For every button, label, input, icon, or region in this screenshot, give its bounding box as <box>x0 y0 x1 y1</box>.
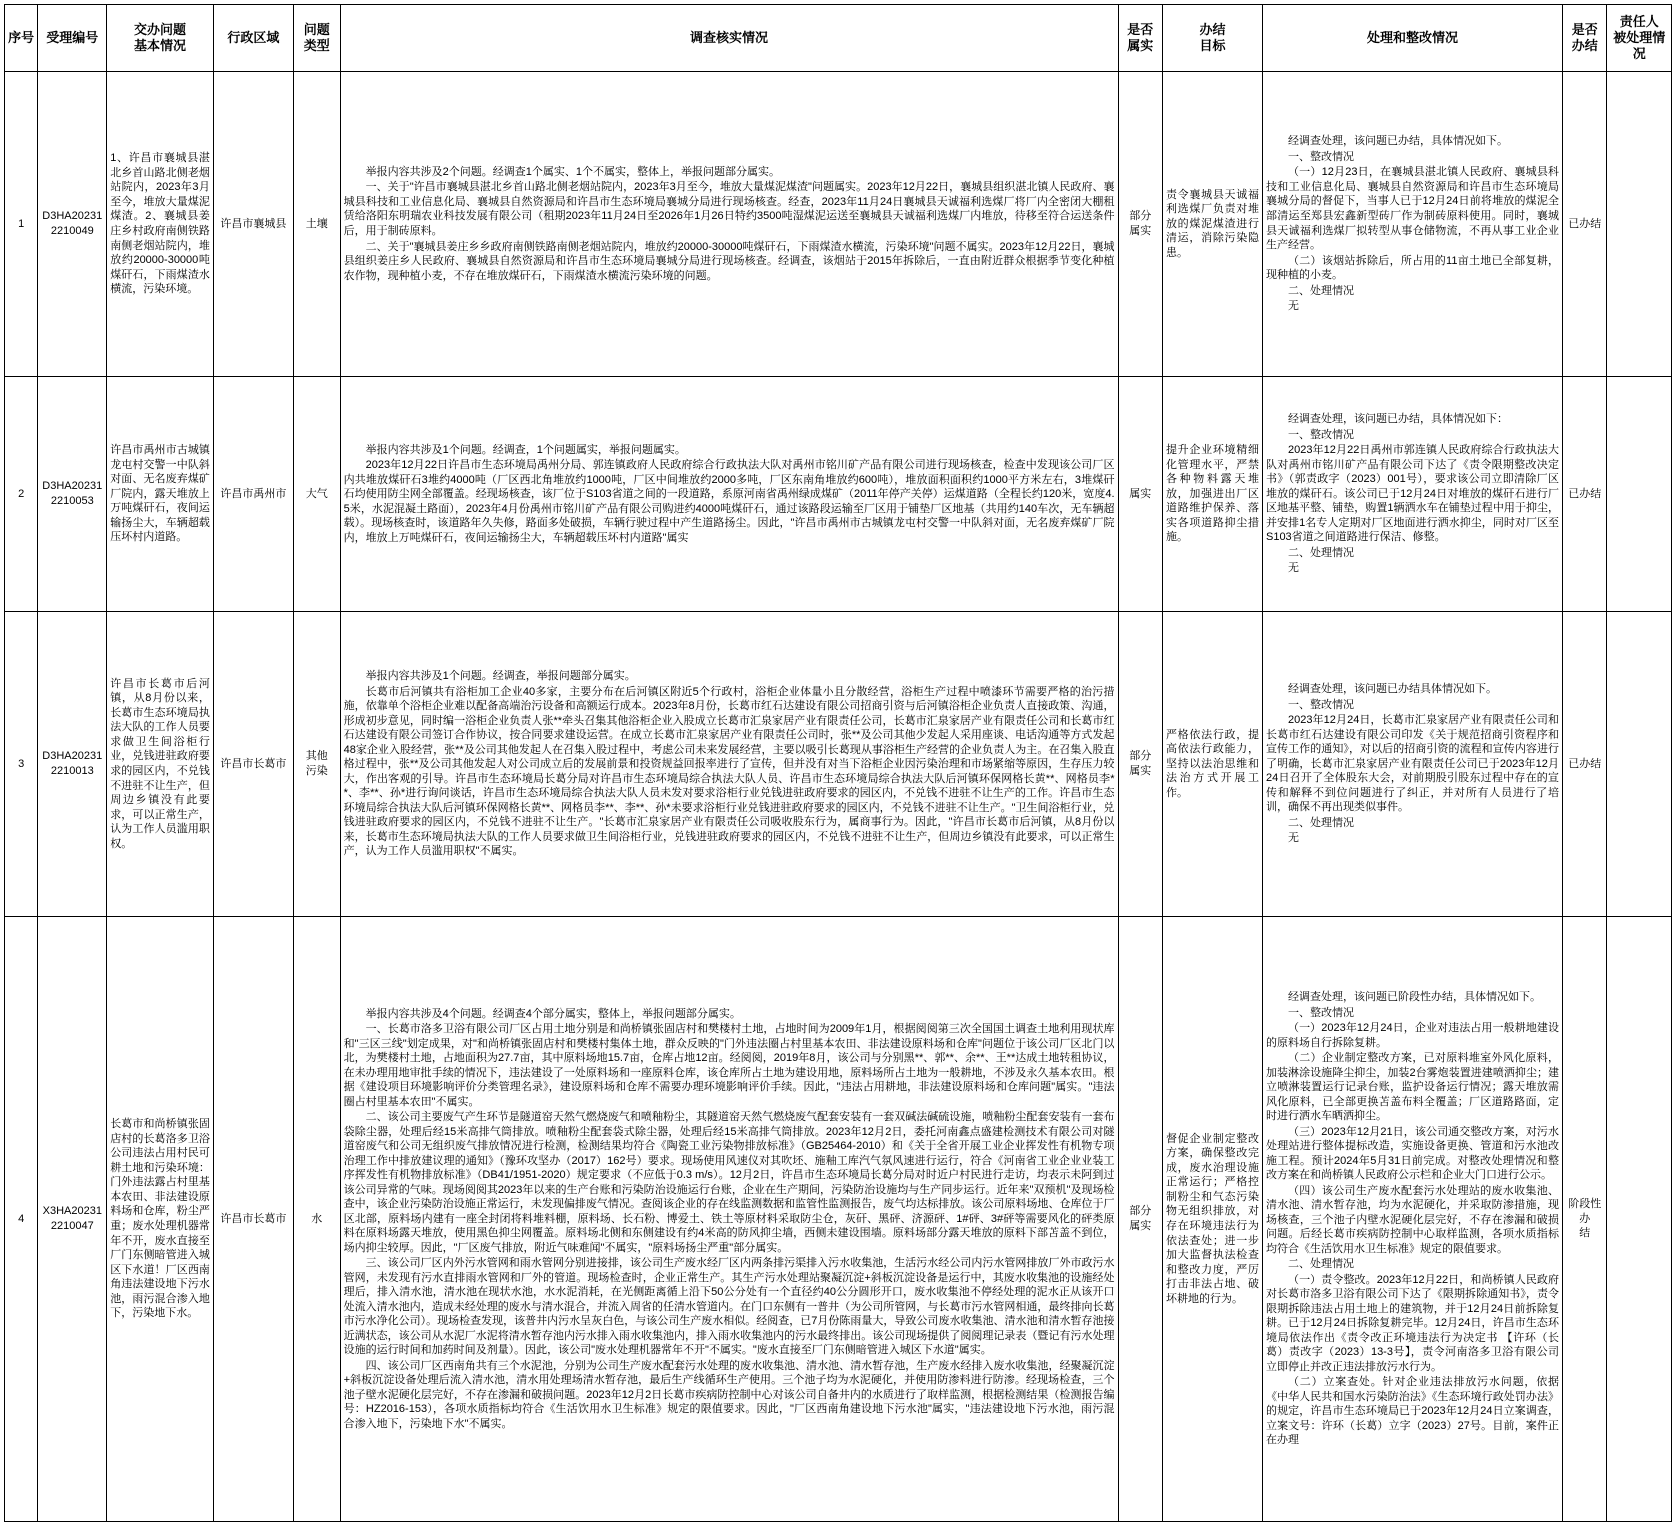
handling-para: （二）该烟站拆除后，所占用的11亩土地已全部复耕，现种植的小麦。 <box>1265 254 1560 282</box>
is-done-line-1: 阶段性办 <box>1568 1198 1602 1225</box>
cell-investigation <box>340 612 1118 917</box>
cell-responsible <box>1607 377 1672 612</box>
column-header-type: 问题 类型 <box>293 5 340 72</box>
table-row <box>5 377 1672 612</box>
investigation-para: 二、关于"襄城县姜庄乡乡政府南侧铁路南侧老烟站院内，堆放约20000-30000吨煤矸石，下雨煤渣水横流，污染环境"问题不属实。2023年12月22日，襄城县组织姜庄乡人民政府、襄城县自然资源局和许昌市生态环境局襄城分局进行现场核查。经调查，该烟站于2015年拆除后，一直由附近群众根据季节变化种植农作物，现种植小麦，不存在堆放煤矸石，下雨煤渣水横流污染环境的问题。 <box>343 240 1115 282</box>
cell-code <box>38 72 107 377</box>
is-true-line-2: 属实 <box>1129 1220 1152 1232</box>
investigation-para: 长葛市后河镇共有浴柜加工企业40多家，主要分布在后河镇区附近5个行政村，浴柜企业体量小且分散经营，浴柜生产过程中喷漆环节需要严格的治污措施，依靠单个浴柜企业难以配备高端治污设备和高额运行成本。2023年8月份，长葛市红石达建设有限公司招商引资与后河镇浴柜企业负责人直接政策、沟通，形成初步意见，同时编一浴柜企业负责人张**牵头召集其他浴柜企业入股成立长葛市汇泉家居产业有限责任公司，长葛市汇泉家居产业有限责任公司和长葛市红石达建设有限公司签订合作协议，按合同要求建设运营。在成立长葛市汇泉家居产业有限责任公司时，张**及公司其他少发起人采用座谈、电话沟通等方式发起48家企业入股经营，张**及公司其他发起人在召集入股过程中，考虑公司未来发展经营，主要以吸引长葛现从事浴柜生产经营的企业负责人为主。在召集入股直格过程中，张**及公司其他发起人对公司成立后的发展前景和投资规益回报率进行了宣传，但并没有对当下浴柜企业因污染治理和市场紧缩等原因，生存压力较大，作出客观的引导。许昌市生态环境局长葛分局对许昌市生态环境局综合执法大队人员、许昌市生态环境局综合执法大队后河镇环保网格长黄**、网格员李**、李**、孙*进行询问谈话，许昌市生态环境局综合执法大队人员未发对要求浴柜行业兑钱进驻政府要求的园区内，不兑钱不进驻不让生产的工作。许昌市生态环境局综合执法大队后河镇环保网格长黄**、网格员李**、李**、孙*未要求浴柜行业兑钱进驻政府要求的园区内，不兑钱不进驻不让生产。"卫生间浴柜行业，兑钱进驻政府要求的园区内，不兑钱不进驻不让生产。"长葛市汇泉家居产业有限责任公司吸收股东行为，属商事行为。因此，"许昌市长葛市后河镇，从8月份以来，长葛市生态环境局执法大队的工作人员要求做卫生间浴柜行业，兑钱进驻政府要求的园区内，不兑钱不进驻不让生产，但周边乡镇没有此要求，可以正常生产，认为工作人员滥用职权"不属实。 <box>343 685 1115 858</box>
investigation-para: 一、长葛市洛多卫浴有限公司厂区占用土地分别是和尚桥镇张固店村和樊楼村土地，占地时间为2009年1月，根据阅阅第三次全国国土调查土地利用现状库和"三区三线"划定成果，对"和尚桥镇张固店村和樊楼村集体土地，群众反映的"门外违法圈占村里基本农田、非法建设原料场和仓库"问题位于该公司厂区北门以北，为樊楼村土地，占地面积为27.7亩，其中原料场地15.7亩，仓库占地12亩。经阅阅，2019年8月，该公司与分别黑**、郭**、余**、王**达成土地转租协议，在未办理用地审批手续的情况下，违法建设了一处原料场和一座原料仓库，该仓库所占土地为建设用地，原料场所占土地为一般耕地，不涉及永久基本农田。根据《建设项目环境影响评价分类管理名录》，建设原料场和仓库不需要办理环境影响评价手续。因此，"违法占用耕地，非法建设原料场和仓库问题"属实。"违法圈占村里基本农田"不属实。 <box>343 1023 1115 1108</box>
cell-seq: 1 <box>5 72 38 377</box>
column-header-region: 行政区域 <box>213 5 293 72</box>
cell-region: 许昌市长葛市 <box>213 612 293 917</box>
cell-seq: 4 <box>5 917 38 1522</box>
handling-para: 一、整改情况 <box>1287 150 1354 163</box>
cell-handling <box>1262 377 1562 612</box>
inspection-report-table <box>4 4 1672 1522</box>
investigation-para: 举报内容共涉及4个问题。经调查4个部分属实，整体上，举报问题部分属实。 <box>365 1007 741 1020</box>
investigation-para: 举报内容共涉及1个问题。经调查，1个问题属实，举报问题属实。 <box>365 443 686 456</box>
handling-para: 经调查处理，该问题已办结具体情况如下。 <box>1287 683 1497 696</box>
is-done-line-2: 结 <box>1579 1227 1591 1240</box>
code-line-2: 2210047 <box>50 1220 94 1232</box>
code-line-2: 2210049 <box>50 225 94 237</box>
handling-para: （一）12月23日，在襄城县湛北镇人民政府、襄城县科技和工业信息化局、襄城县自然资源局和许昌市生态环境局襄城分局的督促下，当事人已于12月24日前将堆放的煤泥全部清运至郑县宏鑫新型砖厂作为制砖原料使用。同时，襄城县天诚福利选煤厂拟转型从事仓储物流，不再从事工业企业生产经营。 <box>1265 166 1560 252</box>
cell-goal: 严格依法行政，提高依法行政能力，坚持以法治思维和法治方式开展工作。 <box>1162 612 1262 917</box>
cell-is-true: 属实 <box>1118 377 1162 612</box>
cell-investigation <box>340 917 1118 1522</box>
is-true-line-1: 部分 <box>1129 210 1152 223</box>
column-header-code: 受理编号 <box>38 5 107 72</box>
handling-para: 经调查处理，该问题已办结，具体情况如下。 <box>1287 135 1508 148</box>
handling-para: （二）立案查处。针对企业违法排放污水问题，依据《中华人民共和国水污染防治法》《生态环境行政处罚办法》的规定，许昌市生态环境局已于2023年12月24日立案调查，立案文号：许环（长葛）立字（2023）27号。目前，案件正在办理 <box>1265 1376 1560 1447</box>
table-row <box>5 612 1672 917</box>
column-header-is-true: 是否 属实 <box>1118 5 1162 72</box>
handling-para: 2023年12月24日，长葛市汇泉家居产业有限责任公司和长葛市红石达建设有限公司印发《关于规范招商引资程序和宣传工作的通知》，对以后的招商引资的流程和宣传内容进行了明确，长葛市汇泉家居产业有限责任公司已于2023年12月24日召开了全体股东大会，对前期股引股东过程中存在的宣传和解释不到位问题进行了纠正，并对所有人员进行了培训，确保不再出现类似事件。 <box>1265 714 1560 814</box>
cell-code <box>38 612 107 917</box>
investigation-para: 一、关于"许昌市襄城县湛北乡首山路北侧老烟站院内，2023年3月至今，堆放大量煤泥煤渣"问题属实。2023年12月22日，襄城县组织湛北镇人民政府、襄城县科技和工业信息化局、襄城县自然资源局和许昌市生态环境局襄城分局进行现场核查。经查，2023年11月24日襄城县天诚福利选煤厂将厂内全密闭大棚租赁给洛阳东明瑞农业科技发展有限公司（租期2023年11月24日至2026年1月26日特约3500吨湿煤泥运送至襄城县天诚福利选煤厂内堆放，待移至符合运送条件后，用于制砖原料。 <box>343 181 1115 237</box>
handling-para: （一）2023年12月24日，企业对违法占用一般耕地建设的原料场自行拆除复耕。 <box>1265 1022 1560 1049</box>
column-header-is-done: 是否 办结 <box>1563 5 1607 72</box>
code-line-2: 2210053 <box>50 495 94 507</box>
investigation-para: 举报内容共涉及1个问题。经调查，举报问题部分属实。 <box>365 670 636 683</box>
column-header-investigation: 调查核实情况 <box>340 5 1118 72</box>
handling-para: 经调查处理，该问题已办结，具体情况如下： <box>1287 413 1508 426</box>
is-true-line-1: 部分 <box>1129 750 1152 763</box>
handling-para: 无 <box>1287 300 1299 313</box>
cell-basic-situation: 许昌市禹州市古城镇龙屯村交警一中队斜对面、无名废弃煤矿厂院内，露天堆放上万吨煤矸石，夜间运输扬尘大，车辆超载压坏村内道路。 <box>107 377 214 612</box>
cell-investigation <box>340 377 1118 612</box>
handling-para: （二）企业制定整改方案，已对原料堆室外风化原料，加装淋涂设施降尘抑尘，加装2台雾炮装置进建喷洒抑尘；建立喷淋装置运行记录台账，监护设备运行情况；露天堆放需风化原料，已全部更换苫盖布料全覆盖；厂区道路路面，定时进行洒水车晒洒抑尘。 <box>1265 1052 1560 1123</box>
investigation-para: 四、该公司厂区西南角共有三个水泥池，分别为公司生产废水配套污水处理的废水收集池、清水池、清水暂存池，生产废水经排入废水收集池，经聚凝沉淀+斜板沉淀设备处理后流入清水池，清水用处理场清水暂存池，最后生产线循环生产使用。三个池子均为水泥硬化，并使用防渗料进行防渗。经现场检查，三个池子壁水泥硬化层完好，不存在渗漏和破损问题。2023年12月2日长葛市疾病防控制中心对该公司自备井内的水质进行了取样监测，根据检测结果（检测报告编号：HZ2016-153），各项水质指标均符合《生活饮用水卫生标准》规定的限值要求。因此，"厂区西南角建设地下污水池"属实，"违法建设地下污水池，雨污混合渗入地下，污染地下水"不属实。 <box>343 1359 1115 1430</box>
is-true-line-2: 属实 <box>1129 765 1152 777</box>
column-header-goal: 办结 目标 <box>1162 5 1262 72</box>
cell-seq: 3 <box>5 612 38 917</box>
cell-seq: 2 <box>5 377 38 612</box>
cell-is-true <box>1118 72 1162 377</box>
handling-para: （三）2023年12月21日，该公司通交整改方案，对污水处理站进行整体提标改造，实施设备更换、管道和污水池改施工程。预计2024年5月31日前完成。对整改处理情况和整改方案在和尚桥镇人民政府公示栏和企业大门口进行公示。 <box>1265 1125 1560 1182</box>
cell-basic-situation: 1、许昌市襄城县湛北乡首山路北侧老烟站院内，2023年3月至今，堆放大量煤泥煤渣。2、襄城县姜庄乡村政府南侧铁路南侧老烟站院内，堆放约20000-30000吨煤矸石，下雨煤渣水横流，污染环境。 <box>107 72 214 377</box>
investigation-para: 二、该公司主要废气产生环节是隧道窑天然气燃烧废气和喷釉粉尘，其隧道窑天然气燃烧废气配套安装有一套双碱法碱硫设施，喷釉粉尘配套安装有一套布袋除尘器，处理后经15米高排气筒排放。喷釉粉尘配套袋式除尘器，处理后经15米高排气筒排放。2023年12月2日，委托河南鑫点盛建检测技术有限公司对隧道窑废气和公司无组织废气排放情况进行检测，检测结果均符合《陶瓷工业污染物排放标准》（GB25464-2010）和《关于全省开展工业企业挥发性有机物专项治理工作中排放建议理的通知》（豫环攻坚办（2017）162号）要求。现场使用风速仪对其吹坯、施釉工库汽气氛风速进行运行，符合《河南省工业企业业装工序挥发性有机物排放标准》（DB41/1951-2020）规定要求（不应低于0.3 m/s）。12月2日，许昌市生态环境局长葛分局对时近户村民进行走访，均表示未阿到过该公司异常的气味。现场阅阅其2023年以来的生产台账和污染防治设施运行台账，企业在生产期间，污染防治设施均与生产同步运行。近年来"双预机"及现场检查中，该企业污染防治设施正常运行，未发现偏排废气情况。查阅该企业的存在线监测数据和监管性监测报告，废气均达标排放。该公司原料场地、仓库位于厂区北部，原料场内建有一座全封闭将料堆料棚，原料场、长石粉、博爱土、铁土等原材料采取防尘仓，灰矸、黑砰、济源砰、1#砰、3#砰等需要风化的砰类原料在原料场露天堆放，使用黑色抑尘网覆盖。原料场北侧和东侧建设有约4米高的防风抑尘墙，西侧未建设围墙。原料场部分露天堆放的原料下部苫盖不到位，场内抑尘较厚。因此，"厂区废气排放，附近气味难闻"不属实，"原料场扬尘严重"部分属实。 <box>343 1111 1115 1254</box>
cell-problem-type: 大气 <box>293 377 340 612</box>
cell-code <box>38 917 107 1522</box>
cell-handling <box>1262 917 1562 1522</box>
code-line-1: X3HA20231 <box>42 1205 102 1218</box>
table-header <box>5 5 1672 72</box>
cell-is-done: 已办结 <box>1563 377 1607 612</box>
investigation-para: 举报内容共涉及2个问题。经调查1个属实、1个不属实，整体上，举报问题部分属实。 <box>365 165 780 178</box>
cell-region: 许昌市禹州市 <box>213 377 293 612</box>
is-true-line-1: 部分 <box>1129 1205 1152 1218</box>
cell-basic-situation: 许昌市长葛市后河镇，从8月份以来，长葛市生态环境局执法大队的工作人员要求做卫生间浴柜行业，兑钱进驻政府要求的园区内，不兑钱不进驻不让生产，但周边乡镇没有此要求，可以正常生产，认为工作人员滥用职权。 <box>107 612 214 917</box>
handling-para: （四）该公司生产废水配套污水处理站的废水收集池、清水池、清水暂存池，均为水泥硬化，并采取防渗措施，现场核查，三个池子内壁水泥硬化层完好，不存在渗漏和破损问题。后经长葛市疾病防控制中心取样监测，各项水质指标均符合《生活饮用水卫生标准》规定的限值要求。 <box>1265 1184 1560 1255</box>
table-row <box>5 917 1672 1522</box>
handling-para: 2023年12月22日禹州市郭连镇人民政府综合行政执法大队对禹州市铭川矿产品有限公司下达了《责令限期整改决定书》（郭责政字（2023）001号），要求该公司立即清除厂区堆放的煤矸石。该公司已于12月24日对堆放的煤矸石进行厂区地基平整、铺垫，购置1辆洒水车在铺垫过程中用于抑尘，并安排1名专人定期对厂区地面进行洒水抑尘，同时对厂区至S103省道之间道路进行保洁、修整。 <box>1265 444 1560 544</box>
handling-para: 二、处理情况 <box>1287 1258 1354 1271</box>
cell-basic-situation: 长葛市和尚桥镇张固店村的长葛洛多卫浴公司违法占用村民可耕土地和污染环境：门外违法露占村里基本农田、非法建设原料场和仓库，粉尘严重；废水处理机器常年不开，废水直接至厂门东侧暗管进入城区下水道！厂区西南角违法建设地下污水池，雨污混合渗入地下，污染地下水。 <box>107 917 214 1522</box>
handling-para: 一、整改情况 <box>1287 428 1354 441</box>
cell-is-true <box>1118 917 1162 1522</box>
cell-responsible <box>1607 612 1672 917</box>
is-true-line-2: 属实 <box>1129 225 1152 237</box>
cell-handling <box>1262 72 1562 377</box>
cell-region: 许昌市长葛市 <box>213 917 293 1522</box>
cell-goal: 责令襄城县天诚福利选煤厂负责对堆放的煤泥煤渣进行清运，消除污染隐患。 <box>1162 72 1262 377</box>
handling-para: （一）责令整改。2023年12月22日，和尚桥镇人民政府对长葛市洛多卫浴有限公司下达了《限期拆除通知书》，责令限期拆除违法占用土地上的建筑物，并于12月24日前拆除复耕。已于12月24日拆除复耕完毕。12月24日，许昌市生态环境局依法作出《责令改正环境违法行为决定书 【许环（长葛）责改字（2023）13-3号】，责令河南洛多卫浴有限公司立即停止并改正违法排放污水行为。 <box>1265 1273 1560 1373</box>
investigation-para: 2023年12月22日许昌市生态环境局禹州分局、郭连镇政府人民政府综合行政执法大队对禹州市铭川矿产品有限公司进行现场核查，检查中发现该公司厂区内共堆放煤矸石3堆约4000吨（厂区西北角堆放约1000吨，厂区中间堆放约2000多吨，厂区东南角堆放约600吨），堆放面积面积约1000平方米左右，3堆煤矸石均使用防尘网全部覆盖。经现场核查，该厂位于S103省道之间的一段道路，系原河南省禹州绿成煤矿（2011年停产关停）运煤道路（全程长约120米，宽度4.5米，水泥混凝土路面），2023年4月份禹州市铭川矿产品有限公司购进约4000吨煤矸石，通过该路段运输至厂区用于铺垫厂区地基（共用约140车次，无车辆超载）。现场核查时，该道路年久失修，路面多处破损，车辆行驶过程中产生道路扬尘。因此，"许昌市禹州市古城镇龙屯村交警一中队斜对面，无名废弃煤矿厂院内，堆放上万吨煤矸石，夜间运输扬尘大，车辆超载压坏村内道路"属实 <box>343 459 1115 544</box>
column-header-handling: 处理和整改情况 <box>1262 5 1562 72</box>
cell-problem-type: 水 <box>293 917 340 1522</box>
cell-problem-type <box>293 612 340 917</box>
code-line-1: D3HA20231 <box>42 480 103 493</box>
handling-para: 一、整改情况 <box>1287 1006 1354 1019</box>
table-row <box>5 72 1672 377</box>
column-header-basic: 交办问题 基本情况 <box>107 5 214 72</box>
column-header-responsible: 责任人 被处理情 况 <box>1607 5 1672 72</box>
type-line-1: 其他 <box>305 750 328 763</box>
handling-para: 经调查处理，该问题已阶段性办结，具体情况如下。 <box>1287 991 1541 1003</box>
header-row <box>5 5 1672 72</box>
handling-para: 无 <box>1287 562 1299 575</box>
handling-para: 二、处理情况 <box>1287 816 1354 829</box>
cell-investigation <box>340 72 1118 377</box>
handling-para: 一、整改情况 <box>1287 698 1354 711</box>
cell-is-done: 已办结 <box>1563 612 1607 917</box>
column-header-seq: 序号 <box>5 5 38 72</box>
cell-handling <box>1262 612 1562 917</box>
code-line-1: D3HA20231 <box>42 210 103 223</box>
cell-goal: 督促企业制定整改方案，确保整改完成，废水治理设施正常运行；严格控制粉尘和气态污染物无组织排放，对存在环境违法行为依法查处；进一步加大监督执法检查和整改力度，严厉打击非法占地、破坏耕地的行为。 <box>1162 917 1262 1522</box>
handling-para: 二、处理情况 <box>1287 284 1354 297</box>
cell-responsible <box>1607 72 1672 377</box>
cell-responsible <box>1607 917 1672 1522</box>
cell-region: 许昌市襄城县 <box>213 72 293 377</box>
cell-problem-type: 土壤 <box>293 72 340 377</box>
cell-is-true <box>1118 612 1162 917</box>
handling-para: 二、处理情况 <box>1287 546 1354 559</box>
cell-goal: 提升企业环境精细化管理水平，严禁各种物料露天堆放，加强进出厂区道路维护保养、落实各项道路抑尘措施。 <box>1162 377 1262 612</box>
investigation-para: 三、该公司厂区内外污水管网和雨水管网分别进接排，该公司生产废水经厂区内两条排污渠排入污水收集池，生活污水经公司内污水管网排放厂外市政污水管网，未发现有污水直排雨水管网和厂外的管道。现场检查时，企业正常生产。其生产污水处理站聚凝沉淀+斜板沉淀设备是运行中，其废水收集池的设施经处理后，排入清水池，清水池在现状水池，水水泥消耗，在光侧距离循上沿下50公分处有一个直径约40公分圆形开口，废水收集池不停经处理的泥水正从该开口处流入清水池内，造成未经处理的废水与清水混合，并流入周省的任清水管道内。在门口东侧有一普井（为公司所管网，与长葛市污水管网相通，最终排向长葛市污水净化公司）。现场检查发现，该普井内污水呈灰白色，与该公司生产废水相似。经阅查，已7月份陈雨量大，导致公司废水收集池、清水池和清水暂存池接近满状态，该公司从水泥厂水泥将清水暂存池内污水排入雨水收集池内，排入雨水收集池内的污水最终排出。该公司现场提供了阅阅理记录表（暨记有污水处理设施的运行时间和加药时间及剂量）。因此，该公司"废水处理机器常年不开"不属实。"废水直接至厂门东侧暗管进入城区下水道"属实。 <box>343 1257 1115 1357</box>
table-body <box>5 72 1672 1522</box>
code-line-1: D3HA20231 <box>42 750 103 763</box>
type-line-2: 污染 <box>305 765 328 777</box>
cell-code <box>38 377 107 612</box>
handling-para: 无 <box>1287 832 1299 845</box>
cell-is-done <box>1563 917 1607 1522</box>
cell-is-done: 已办结 <box>1563 72 1607 377</box>
code-line-2: 2210013 <box>50 765 94 777</box>
